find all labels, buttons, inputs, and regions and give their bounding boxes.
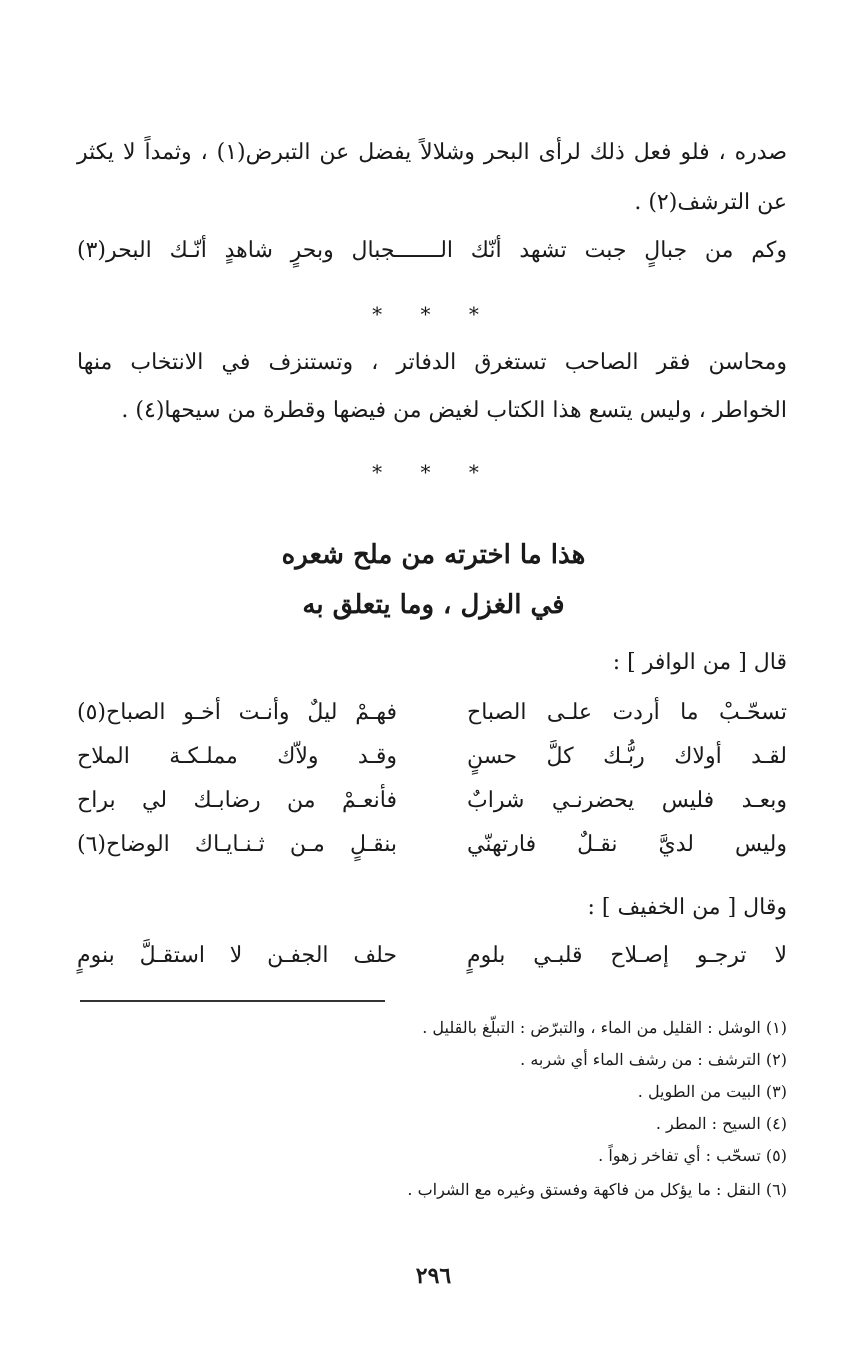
poem1-verse xyxy=(77,832,787,866)
verse-second-hemistich: بنقـلٍ مـن ثـنـايـاك الوضاح(٦) xyxy=(77,832,397,857)
poem2-verse xyxy=(77,943,787,977)
paragraph2-line1: ومحاسن فقر الصاحب تستغرق الدفاتر ، وتستنزف في الانتخاب منها xyxy=(77,350,787,375)
footnote-6: (٦) النقل : ما يؤكل من فاكهة وفستق وغيره مع الشراب . xyxy=(407,1180,787,1199)
verse-intro-line: وكم من جبالٍ جبت تشهد أنّك الـــــــجبال وبحرٍ شاهدٍ أنّـك البحر(٣) xyxy=(77,238,787,263)
footnote-3: (٣) البيت من الطويل . xyxy=(637,1082,787,1101)
section-heading-line2: في الغزل ، وما يتعلق به xyxy=(302,590,565,620)
verse-second-hemistich: فأنعـمْ من رضابـك لي براح xyxy=(77,788,397,813)
poem1-verse xyxy=(77,700,787,734)
verse-first-hemistich: وليس لديَّ نقـلٌ فارتهنّي xyxy=(467,832,787,857)
verse-first-hemistich: وبعـد فليس يحضرنـي شرابٌ xyxy=(467,788,787,813)
footnote-4: (٤) السيح : المطر . xyxy=(655,1114,787,1133)
paragraph1-line1: صدره ، فلو فعل ذلك لرأى البحر وشلالاً يفضل عن التبرض(١) ، وثمداً لا يكثر xyxy=(77,140,787,165)
footnote-5: (٥) تسحّب : أي تفاخر زهواً . xyxy=(598,1146,787,1165)
section-heading-line1: هذا ما اخترته من ملح شعره xyxy=(281,540,586,570)
verse-second-hemistich: فهـمْ ليلٌ وأنـت أخـو الصباح(٥) xyxy=(77,700,397,725)
verse-second-hemistich: وقـد ولاّك مملـكـة الملاح xyxy=(77,744,397,769)
poem1-verse xyxy=(77,788,787,822)
separator-stars-2: * * * xyxy=(372,460,495,484)
poem1-verse xyxy=(77,744,787,778)
poem1-intro: قال [ من الوافر ] : xyxy=(612,650,787,675)
verse-first-hemistich: لا ترجـو إصـلاح قلبـي بلومٍ xyxy=(467,943,787,968)
verse-first-hemistich: لقـد أولاك ربُّـك كلَّ حسنٍ xyxy=(467,744,787,769)
verse-first-hemistich: تسحّـبْ ما أردت علـى الصباح xyxy=(467,700,787,725)
verse-second-hemistich: حلف الجفـن لا استقـلَّ بنومٍ xyxy=(77,943,397,968)
paragraph1-line2: عن الترشف(٢) . xyxy=(634,190,787,215)
separator-stars: * * * xyxy=(372,302,495,326)
poem2-intro: وقال [ من الخفيف ] : xyxy=(587,895,787,920)
footnote-2: (٢) الترشف : من رشف الماء أي شربه . xyxy=(520,1050,787,1069)
footnote-divider xyxy=(80,1000,385,1002)
paragraph2-line2: الخواطر ، وليس يتسع هذا الكتاب لغيض من فيضها وقطرة من سيحها(٤) . xyxy=(121,398,787,423)
page-number: ٢٩٦ xyxy=(415,1263,452,1289)
footnote-1: (١) الوشل : القليل من الماء ، والتبرّض : التبلّغ بالقليل . xyxy=(422,1018,787,1037)
